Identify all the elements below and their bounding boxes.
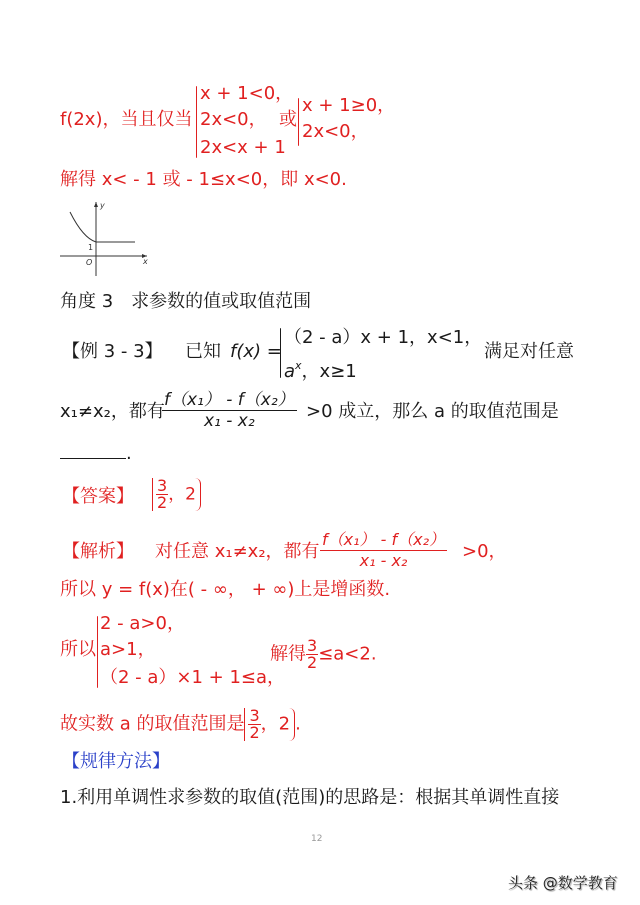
analysis-line2: 所以 y = f(x)在( - ∞， + ∞)上是增函数. <box>60 579 391 600</box>
method-line1: 1.利用单调性求参数的取值(范围)的思路是：根据其单调性直接 <box>60 787 560 808</box>
svg-text:x: x <box>143 257 148 266</box>
result-text: 解得 x< - 1 或 - 1≤x<0，即 x<0. <box>60 169 347 190</box>
system1-row-1: x + 1<0， <box>200 83 294 104</box>
system1-row-2: 2x<0， <box>200 109 267 130</box>
example-line2-start: x₁≠x₂，都有 <box>60 401 165 422</box>
example-line2-end: >0 成立，那么 a 的取值范围是 <box>306 401 559 422</box>
analysis-fraction: $\frac{\text{f（x₁） - f（x₂）}}{\text{x₁ - x₂}}$ <box>322 530 445 570</box>
function-name: f(x) = <box>230 341 282 362</box>
svg-text:y: y <box>100 201 105 210</box>
example-tag: 【例 3 - 3】 <box>62 341 163 362</box>
piece-2: $a^x$，x≥1 <box>284 359 357 382</box>
analysis-system-brace <box>97 616 98 688</box>
answer-value: $\frac{3}{2}$ ，2 <box>152 478 201 511</box>
system2-brace <box>298 98 299 146</box>
lead-text: f(2x)，当且仅当 <box>60 109 193 130</box>
analysis-system-row-1: 2 - a>0， <box>100 613 185 634</box>
analysis-system-row-3: （2 - a）×1 + 1≤a， <box>100 667 286 688</box>
system1-row-3: 2x<x + 1 <box>200 137 286 158</box>
analysis-text1-end: >0， <box>462 541 507 562</box>
system2-row-1: x + 1≥0， <box>302 95 396 116</box>
example-fraction: $\frac{\text{f（x₁） - f（x₂）}}{\text{x₁ - x₂}}$ <box>164 390 295 431</box>
example-intro: 已知 <box>185 341 221 362</box>
svg-text:1: 1 <box>88 243 94 252</box>
analysis-so: 所以 <box>60 639 96 660</box>
answer-tag: 【答案】 <box>62 486 134 507</box>
analysis-tag: 【解析】 <box>62 541 134 562</box>
system1-brace <box>196 86 197 158</box>
analysis-text1: 对任意 x₁≠x₂，都有 <box>155 541 320 562</box>
example-after: 满足对任意 <box>484 341 574 362</box>
page-number: 12 <box>311 834 323 844</box>
answer-blank: . <box>60 442 132 466</box>
section-title: 角度 3 求参数的值或取值范围 <box>60 291 312 312</box>
piece-1: （2 - a）x + 1，x<1， <box>284 327 483 348</box>
analysis-conclusion: 故实数 a 的取值范围是 $\frac{3}{2}$ ，2 . <box>60 706 301 742</box>
watermark: 头条 @数学教育 <box>508 874 618 892</box>
analysis-system-row-2: a>1， <box>100 639 156 660</box>
svg-text:O: O <box>86 258 93 267</box>
piecewise-brace <box>280 328 281 378</box>
or-text: 或 <box>279 109 297 130</box>
system2-row-2: 2x<0， <box>302 121 369 142</box>
analysis-solve: 解得 $\frac{3}{2}$ ≤a<2. <box>270 636 377 672</box>
method-tag: 【规律方法】 <box>62 751 170 772</box>
function-graph <box>55 198 155 278</box>
